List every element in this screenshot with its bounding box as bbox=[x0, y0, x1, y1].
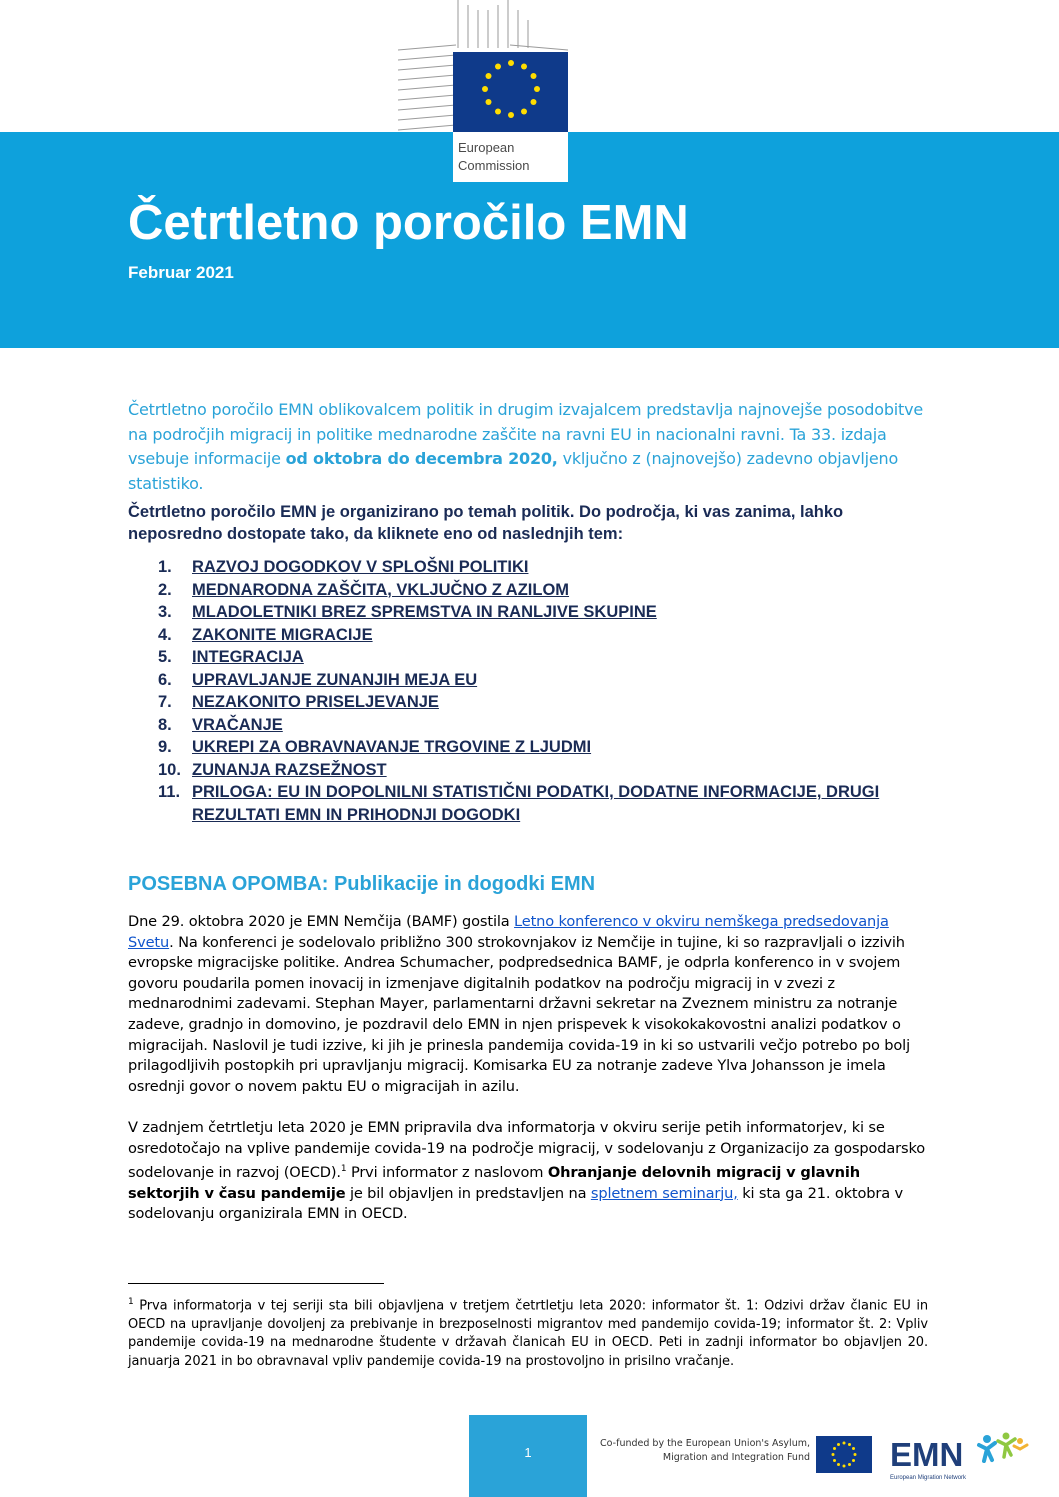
toc-link-mladoletniki[interactable]: MLADOLETNIKI BREZ SPREMSTVA IN RANLJIVE SKUPINE bbox=[192, 603, 657, 621]
toc-link-nezakonito[interactable]: NEZAKONITO PRISELJEVANJE bbox=[192, 693, 439, 711]
toc-link-priloga[interactable]: PRILOGA: EU IN DOPOLNILNI STATISTIČNI PODATKI, DODATNE INFORMACIJE, DRUGI REZULTATI EMN IN PRIHODNJI DOGODKI bbox=[192, 783, 880, 824]
toc-item: 9. UKREPI ZA OBRAVNAVANJE TRGOVINE Z LJUDMI bbox=[158, 736, 918, 759]
toc-link-upravljanje-meja[interactable]: UPRAVLJANJE ZUNANJIH MEJA EU bbox=[192, 670, 478, 689]
toc-item: 11. PRILOGA: EU IN DOPOLNILNI STATISTIČNI PODATKI, DODATNE INFORMACIJE, DRUGI REZULTATI EMN IN PRIHODNJI DOGODKI bbox=[158, 781, 918, 826]
footnote: $^1$ Prva informatorja v tej seriji sta bili objavljena v tretjem četrtletju leta 2020: informator št. 1: Odzivi držav članic EU in OECD na upravljanje dovoljenj za prebivanje in brezposelnosti migrantov med pandemijo covida-19; informator št. 2: Vpliv pandemije covida-19 na mednarodne študente v državah članicah EU in OECD. Peti in zadnji informator bo objavljen 20. januarja 2021 in bo obravnaval vpliv pandemije covida-19 na prostovoljno in prisilno vračanje. bbox=[128, 1297, 928, 1369]
paragraph-conference: Dne 29. oktobra 2020 je EMN Nemčija (BAMF) gostila Letno konferenco v okviru nemškega predsedovanja Svetu. Na konferenci je sodelovalo približno 300 strokovnjakov iz Nemčije in tujine, ki so razpravljali o izzivih evropske migracijske politike. Andrea Schumacher, podpredsednica BAMF, je odprla konferenco in v svojem govoru poudarila pomen inovacij in izmenjave digitalnih podatkov na področju migracij in v zvezi z mednarodnimi zadevami. Stephan Mayer, parlamentarni državni sekretar na Zveznem ministru za notranje zadeve, gradnjo in domovino, je pozdravil delo EMN in njen prispevek k visokokakovostni analizi podatkov o migracijah. Naslovil je tudi izzive, ki jih je prinesla pandemija covida-19 in ki so ustvarili večjo potrebo po bolj prilagodljivih postopkih pri upravljanju migracij. Komisarka EU za notranje zadeve Ylva Johansson je imela osrednji govor o novem paktu EU o migracijah in azilu. bbox=[128, 913, 910, 1095]
cofunded-text: Co-funded by the European Union's Asylum, Migration and Integration Fund bbox=[600, 1438, 810, 1463]
page-title: Četrtletno poročilo EMN bbox=[128, 196, 689, 250]
emn-figures-icon bbox=[979, 1433, 1027, 1462]
section-title: POSEBNA OPOMBA: Publikacije in dogodki EMN bbox=[128, 873, 596, 895]
toc-link-zakonite-migracije[interactable]: ZAKONITE MIGRACIJE bbox=[192, 625, 373, 644]
svg-text:European: European bbox=[458, 140, 515, 155]
european-commission-logo bbox=[398, 0, 568, 185]
paragraph-informators: V zadnjem četrtletju leta 2020 je EMN pripravila dva informatorja v okviru serije petih informatorjev, ki se osredotočajo na vplive pandemije covida-19 na področje migracij, v sodelovanju z Organizacijo za gospodarsko sodelovanje in razvoj (OECD).$^1$ Prvi informator z naslovom Ohranjanje delovnih migracij v glavnih sektorjih v času pandemije je bil objavljen in predstavljen na spletnem seminarju, ki sta ga 21. oktobra v sodelovanju organizirala EMN in OECD. bbox=[128, 1119, 926, 1223]
emn-logo bbox=[884, 1427, 1034, 1487]
svg-text:EMN: EMN bbox=[890, 1436, 964, 1473]
toc-item: 1. RAZVOJ DOGODKOV V SPLOŠNI POLITIKI bbox=[158, 556, 918, 579]
toc-item: 2. MEDNARODNA ZAŠČITA, VKLJUČNO Z AZILOM bbox=[158, 579, 918, 602]
footnote-ref[interactable]: 1 bbox=[340, 1164, 347, 1175]
report-date: Februar 2021 bbox=[128, 263, 234, 282]
toc-link-razvoj[interactable]: RAZVOJ DOGODKOV V SPLOŠNI POLITIKI bbox=[192, 558, 529, 576]
toc-item: 4. ZAKONITE MIGRACIJE bbox=[158, 624, 918, 647]
toc-link-ukrepi[interactable]: UKREPI ZA OBRAVNAVANJE TRGOVINE Z LJUDMI bbox=[192, 738, 592, 756]
intro-paragraph: Četrtletno poročilo EMN oblikovalcem politik in drugim izvajalcem predstavlja najnovejše posodobitve na področjih migracij in politike mednarodne zaščite na ravni EU in nacionalni ravni. Ta 33. izdaja vsebuje informacije od oktobra do decembra 2020, vključno z (najnovejšo) zadevno objavljeno statistiko. bbox=[128, 400, 924, 493]
organized-text: Četrtletno poročilo EMN je organizirano po temah politik. Do področja, ki vas zanima, lahko neposredno dostopate tako, da kliknete eno od naslednjih tem: bbox=[128, 503, 844, 543]
toc-link-mednarodna-zascita[interactable]: MEDNARODNA ZAŠČITA, VKLJUČNO Z AZILOM bbox=[192, 580, 570, 599]
toc-item: 7. NEZAKONITO PRISELJEVANJE bbox=[158, 691, 918, 714]
toc-link-vracanje[interactable]: VRAČANJE bbox=[192, 715, 283, 734]
toc-item: 8. VRAČANJE bbox=[158, 714, 918, 737]
toc-item: 3. MLADOLETNIKI BREZ SPREMSTVA IN RANLJIVE SKUPINE bbox=[158, 601, 918, 624]
toc-item: 6. UPRAVLJANJE ZUNANJIH MEJA EU bbox=[158, 669, 918, 692]
svg-text:Commission: Commission bbox=[458, 158, 530, 173]
svg-text:European Migration Network: European Migration Network bbox=[890, 1475, 967, 1481]
annual-conference-link[interactable]: Letno konferenco v okviru nemškega predsedovanja Svetu bbox=[128, 913, 889, 951]
eu-flag-icon bbox=[816, 1436, 872, 1473]
footnote-divider bbox=[128, 1283, 384, 1284]
toc-link-zunanja[interactable]: ZUNANJA RAZSEŽNOST bbox=[192, 760, 387, 779]
toc-item: 10. ZUNANJA RAZSEŽNOST bbox=[158, 759, 918, 782]
page-number-box bbox=[469, 1415, 587, 1497]
page-number: 1 bbox=[524, 1445, 532, 1460]
toc-link-integracija[interactable]: INTEGRACIJA bbox=[192, 648, 304, 666]
webinar-link[interactable]: spletnem seminarju, bbox=[590, 1184, 738, 1202]
toc-item: 5. INTEGRACIJA bbox=[158, 646, 918, 669]
table-of-contents bbox=[158, 556, 918, 826]
